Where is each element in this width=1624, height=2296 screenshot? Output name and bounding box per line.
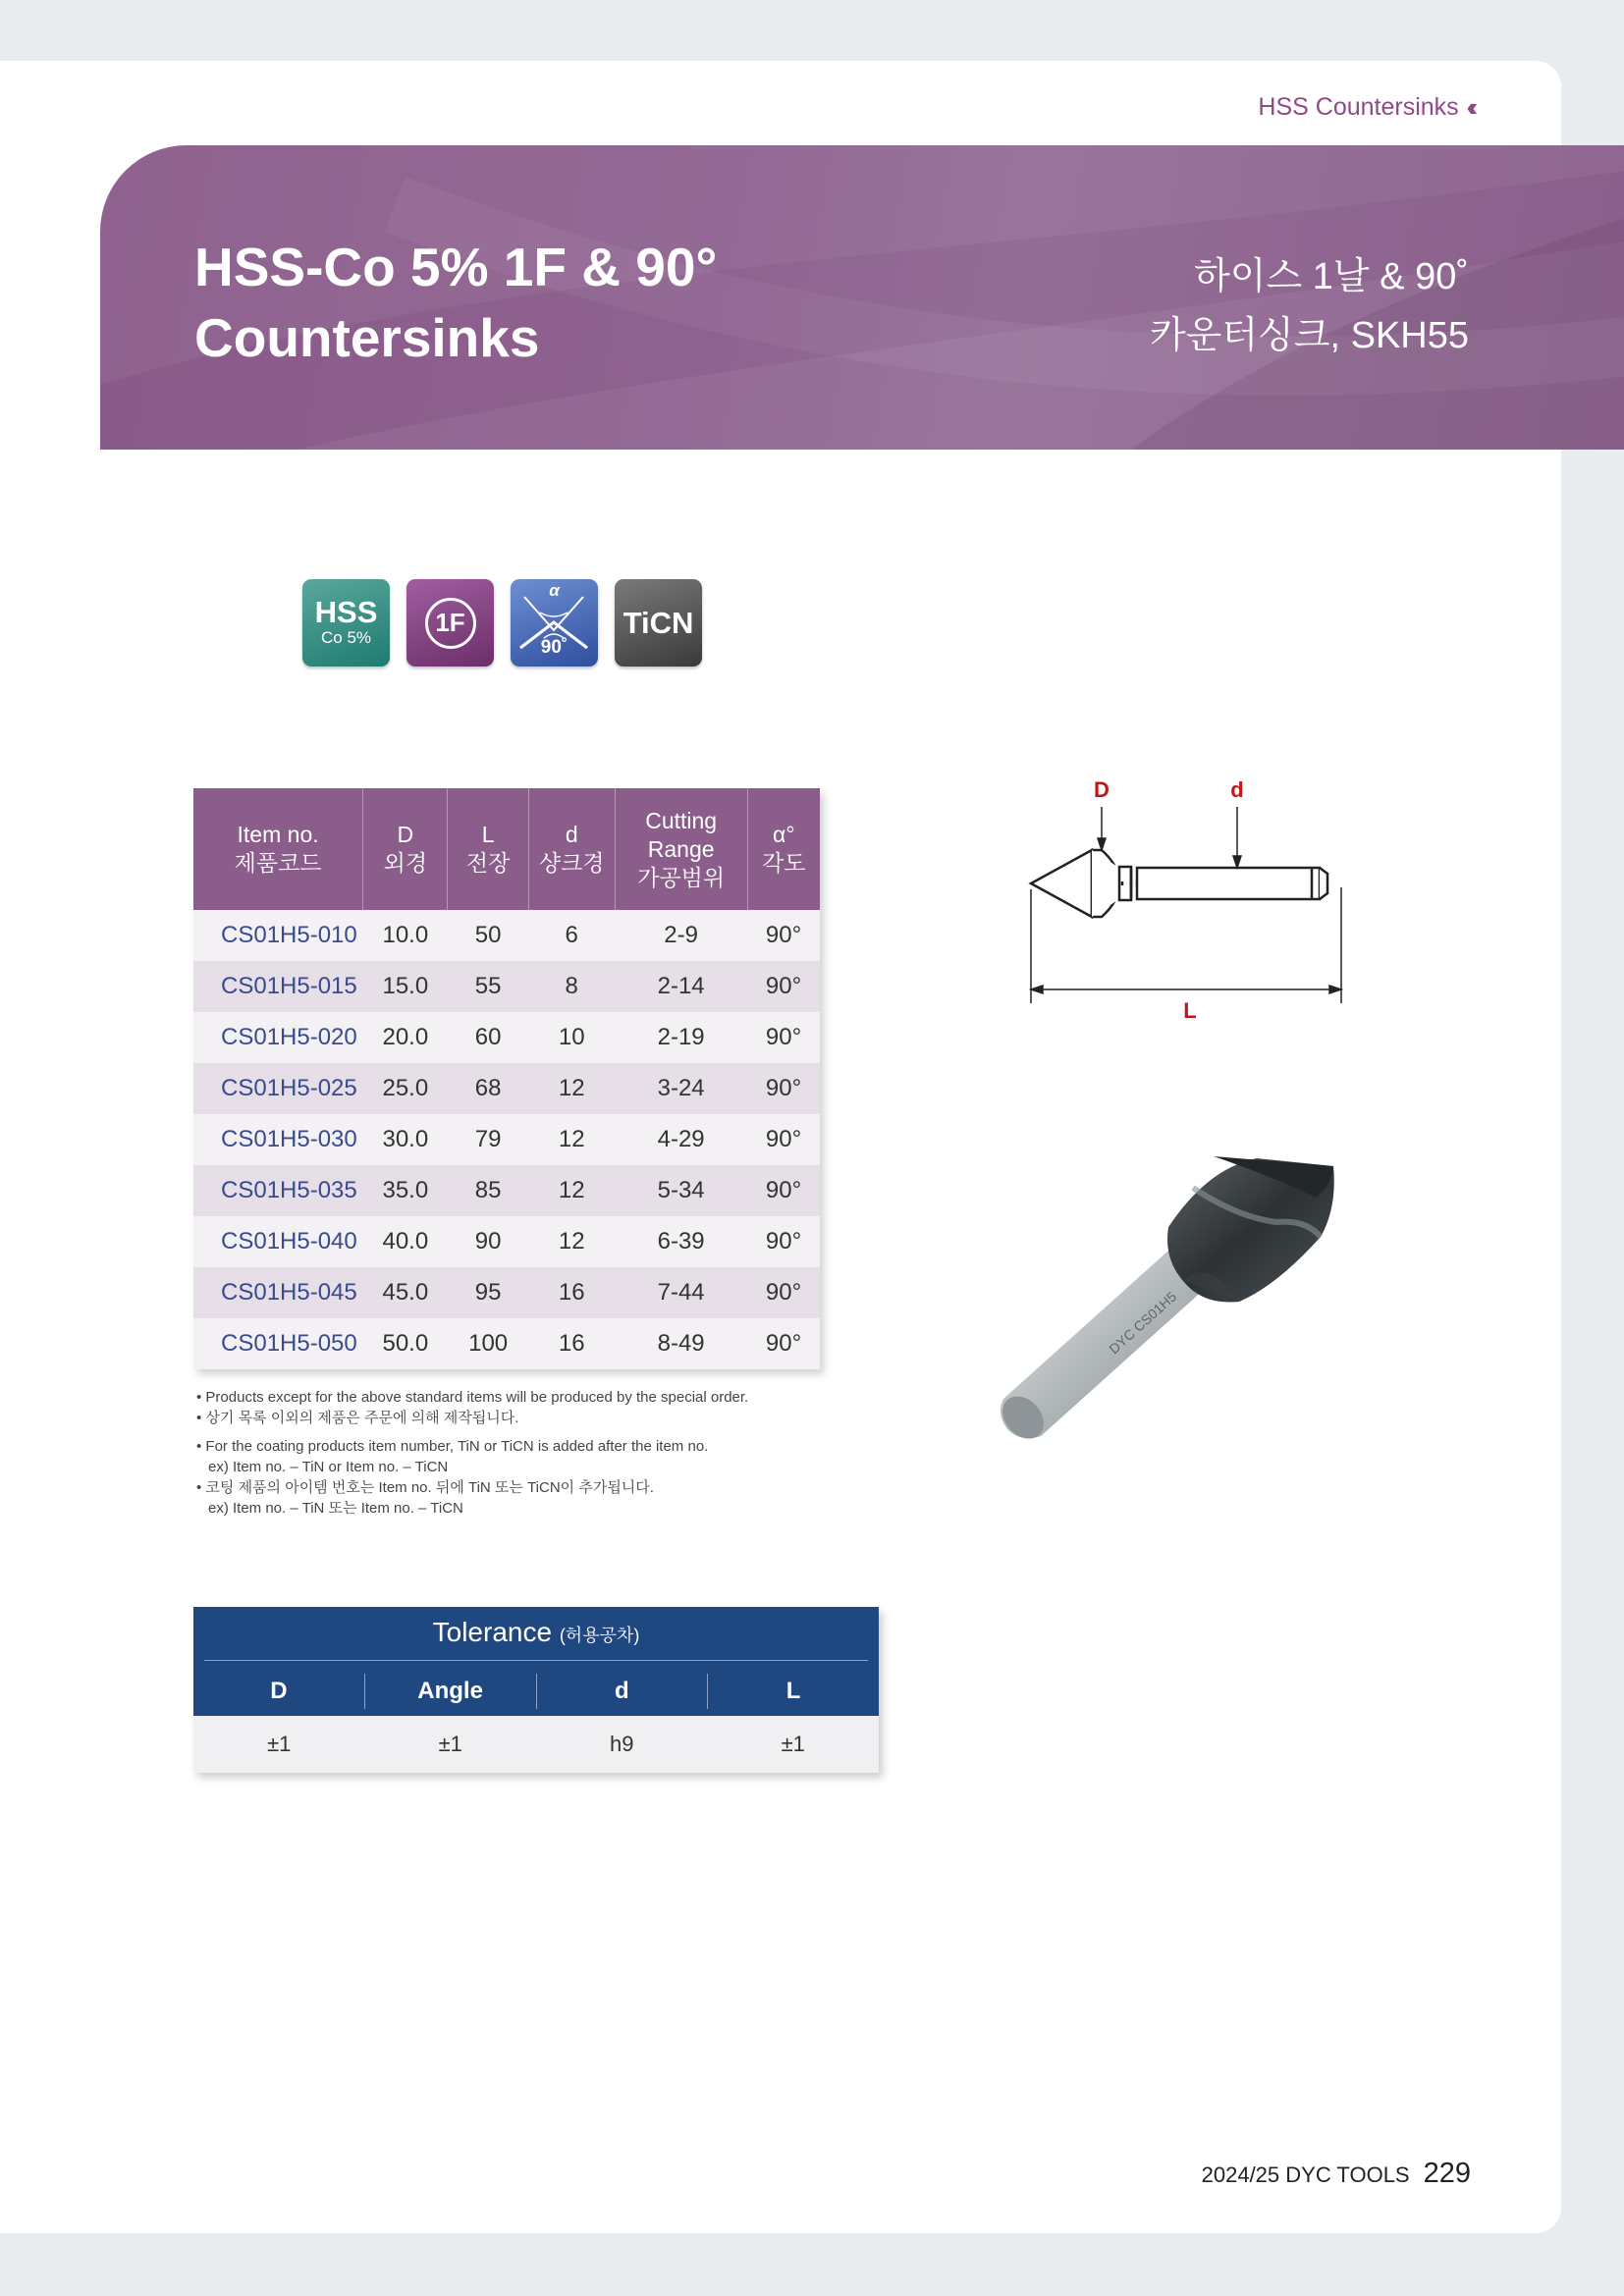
angle-badge-value: 90˚ (540, 637, 568, 658)
tolerance-columns (193, 1674, 879, 1709)
cell-D: 40.0 (363, 1216, 448, 1267)
cell-L: 95 (448, 1267, 528, 1318)
note-special-order-ko: • 상기 목록 이외의 제품은 주문에 의해 제작됩니다. (196, 1410, 519, 1426)
title-ko-line2: 카운터싱크, SKH55 (1149, 315, 1469, 356)
cell-angle: 90° (747, 1114, 820, 1165)
tol-val-L: ±1 (781, 1732, 805, 1756)
col-angle-ko: 각도 (762, 850, 806, 876)
table-row (193, 1063, 820, 1114)
tol-val-D: ±1 (267, 1732, 292, 1756)
angle-badge-symbol: α (549, 581, 560, 600)
item-code: CS01H5-035 (193, 1165, 363, 1216)
cell-range: 8-49 (615, 1318, 747, 1369)
cell-range: 6-39 (615, 1216, 747, 1267)
cell-d: 10 (528, 1012, 615, 1063)
col-L-en: L (481, 822, 495, 847)
cell-angle: 90° (747, 910, 820, 961)
hss-badge (302, 579, 390, 667)
cell-d: 12 (528, 1216, 615, 1267)
col-item-no-en: Item no. (237, 822, 319, 847)
col-d (528, 788, 615, 910)
cell-range: 2-14 (615, 961, 747, 1012)
spec-table-header (193, 788, 820, 910)
col-cutting-range (615, 788, 747, 910)
cell-L: 68 (448, 1063, 528, 1114)
cell-d: 12 (528, 1165, 615, 1216)
tol-val-d: h9 (610, 1732, 634, 1756)
cell-angle: 90° (747, 1267, 820, 1318)
label-L: L (1183, 998, 1197, 1023)
table-row (193, 1114, 820, 1165)
col-d-en: d (565, 822, 578, 847)
title-ko-line1: 하이스 1날 & 90˚ (1194, 256, 1469, 297)
note-coating-example-ko: ex) Item no. – TiN 또는 Item no. – TiCN (208, 1500, 463, 1517)
item-code: CS01H5-015 (193, 961, 363, 1012)
title-english (194, 232, 717, 373)
cell-D: 45.0 (363, 1267, 448, 1318)
cell-L: 55 (448, 961, 528, 1012)
section-tag-label: HSS Countersinks (1258, 93, 1459, 121)
hss-badge-main: HSS (314, 594, 378, 629)
item-code: CS01H5-020 (193, 1012, 363, 1063)
col-item-no (193, 788, 363, 910)
table-row (193, 1012, 820, 1063)
cell-D: 25.0 (363, 1063, 448, 1114)
cell-D: 35.0 (363, 1165, 448, 1216)
col-D-ko: 외경 (383, 850, 428, 876)
catalog-name: 2024/25 DYC TOOLS (1201, 2163, 1410, 2187)
col-cutting-range-en2: Range (647, 835, 715, 862)
cell-angle: 90° (747, 961, 820, 1012)
cell-D: 10.0 (363, 910, 448, 961)
label-D: D (1094, 777, 1110, 802)
cell-angle: 90° (747, 1318, 820, 1369)
coating-badge-label: TiCN (623, 605, 694, 640)
title-en-line2: Countersinks (194, 307, 540, 368)
col-L-ko: 전장 (465, 850, 511, 876)
tolerance-header (193, 1607, 879, 1716)
col-item-no-ko: 제품코드 (234, 850, 322, 876)
cell-range: 2-19 (615, 1012, 747, 1063)
col-L (448, 788, 528, 910)
table-row (193, 1216, 820, 1267)
cell-angle: 90° (747, 1165, 820, 1216)
cell-d: 6 (528, 910, 615, 961)
photo-engraving: DYC CS01H5 (1106, 1288, 1180, 1358)
section-tag (1258, 92, 1472, 123)
cell-d: 16 (528, 1267, 615, 1318)
page-footer (1202, 2158, 1471, 2190)
cell-d: 16 (528, 1318, 615, 1369)
cell-L: 90 (448, 1216, 528, 1267)
tolerance-title (193, 1617, 879, 1648)
label-d: d (1230, 777, 1244, 802)
item-code: CS01H5-045 (193, 1267, 363, 1318)
tol-val-angle: ±1 (438, 1732, 462, 1756)
col-angle (747, 788, 820, 910)
cell-L: 50 (448, 910, 528, 961)
col-d-ko: 샹크경 (538, 850, 605, 876)
order-notes (196, 1387, 748, 1519)
note-coating-en: • For the coating products item number, TiN or TiCN is added after the item no. (196, 1438, 709, 1455)
cell-range: 5-34 (615, 1165, 747, 1216)
flute-badge-label: 1F (435, 608, 465, 637)
tolerance-divider (204, 1660, 868, 1661)
single-flute-badge (406, 579, 494, 667)
table-row (193, 910, 820, 961)
flute-ring-icon (425, 598, 476, 649)
cell-range: 3-24 (615, 1063, 747, 1114)
tol-col-angle: Angle (365, 1674, 537, 1709)
cell-angle: 90° (747, 1216, 820, 1267)
dimension-diagram (1021, 772, 1355, 1027)
col-cutting-range-ko: 가공범위 (637, 864, 726, 890)
hss-badge-sub: Co 5% (320, 627, 372, 647)
cell-D: 15.0 (363, 961, 448, 1012)
item-code: CS01H5-050 (193, 1318, 363, 1369)
cell-D: 20.0 (363, 1012, 448, 1063)
tol-col-d: d (537, 1674, 709, 1709)
title-korean (1150, 247, 1469, 365)
item-code: CS01H5-025 (193, 1063, 363, 1114)
chevron-left-icon: ‹‹ (1466, 92, 1472, 122)
col-cutting-range-en: Cutting (645, 807, 718, 833)
col-angle-en: α° (773, 822, 795, 847)
tolerance-values (193, 1716, 879, 1773)
coating-badge (615, 579, 702, 667)
item-code: CS01H5-040 (193, 1216, 363, 1267)
cell-d: 8 (528, 961, 615, 1012)
cell-angle: 90° (747, 1063, 820, 1114)
table-row (193, 1318, 820, 1369)
cell-L: 100 (448, 1318, 528, 1369)
page-number: 229 (1423, 2158, 1471, 2189)
cell-L: 79 (448, 1114, 528, 1165)
angle-badge (511, 579, 598, 667)
tol-col-L: L (785, 1678, 801, 1704)
table-row (193, 961, 820, 1012)
cell-range: 7-44 (615, 1267, 747, 1318)
product-photo (982, 1148, 1375, 1472)
tolerance-title-en: Tolerance (432, 1617, 553, 1647)
cell-D: 50.0 (363, 1318, 448, 1369)
title-en-line1: HSS-Co 5% 1F & 90° (194, 237, 718, 297)
cell-d: 12 (528, 1063, 615, 1114)
table-row (193, 1165, 820, 1216)
cell-range: 4-29 (615, 1114, 747, 1165)
cell-d: 12 (528, 1114, 615, 1165)
item-code: CS01H5-030 (193, 1114, 363, 1165)
tolerance-title-ko: (허용공차) (559, 1626, 640, 1645)
countersink-outline (1031, 850, 1327, 917)
note-coating-example-en: ex) Item no. – TiN or Item no. – TiCN (208, 1459, 449, 1475)
cell-L: 60 (448, 1012, 528, 1063)
feature-badges (302, 579, 702, 667)
col-D-en: D (397, 822, 414, 847)
item-code: CS01H5-010 (193, 910, 363, 961)
spec-table (193, 788, 820, 1369)
note-coating-ko: • 코팅 제품의 아이템 번호는 Item no. 뒤에 TiN 또는 TiCN이 추가됩니다. (196, 1479, 654, 1496)
cell-D: 30.0 (363, 1114, 448, 1165)
col-D (363, 788, 448, 910)
tolerance-table (193, 1607, 879, 1773)
cell-range: 2-9 (615, 910, 747, 961)
tol-col-D: D (193, 1674, 365, 1709)
note-special-order-en: • Products except for the above standard items will be produced by the special order. (196, 1389, 749, 1406)
table-row (193, 1267, 820, 1318)
cell-angle: 90° (747, 1012, 820, 1063)
cell-L: 85 (448, 1165, 528, 1216)
